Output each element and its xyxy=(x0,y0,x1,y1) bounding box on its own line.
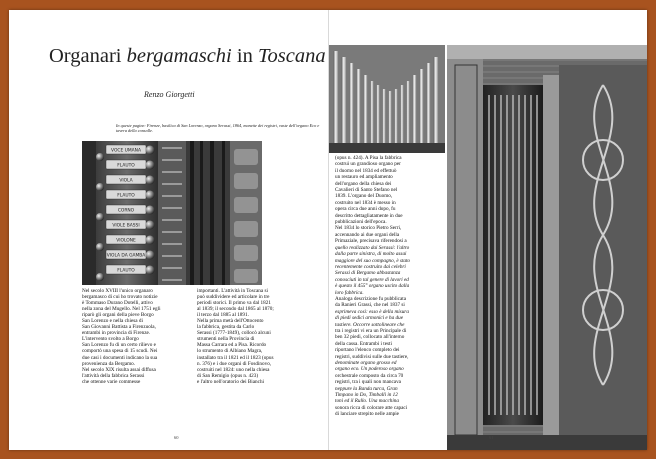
stop-label: CORNO xyxy=(117,208,135,214)
stop-label: VIOLA xyxy=(119,178,133,184)
body-text-col-2: importanti. L'attività in Toscana si può suddividere ed articolare in tre periodi storici. Il primo va dal 1821 al 1839; il secondo dal 1865 al 1870; il terzo dal 1885 al 1891. Nella prima metà dell'Ottocento la fabbrica, gestita da Carlo Serassi (1777-1849), collocò alcuni strumenti nella Provincia di Massa Carrara ed a Pisa. Ricordo lo strumento di Albiano Magra, installato tra il 1821 ed il 1823 (opus n. 376) e i due organi di Fosdinovo, costruiti nel 1824: uno nella chiesa di San Remigio (opus n. 423) e l'altro nell'oratorio dei Bianchi xyxy=(197,288,274,385)
body-text-col-1: Nel secolo XVIII l'unico organaro bergamasco di cui ho trovato notizie è Tommaso Durano Dotelli, attivo nella zona del Mugello. Nel 1751 egli riparò gli organi della pieve Borgo San Lorenzo e nella chiesa di San Giovanni Battista a Firenzuola, entrambi in provincia di Firenze. L'intervento svolto a Borgo San Lorenzo fu di un certo rilievo e comportò una spesa di 15 scudi. Nei due casi i documenti indicano la sua provenienza da Bergamo. Nel secolo XIX risulta assai diffusa l'attività della fabbrica Serassi che ottenne varie commesse xyxy=(82,288,161,385)
organ-pipes-image xyxy=(329,45,445,153)
stop-label: VIOLE BASSI xyxy=(112,223,140,229)
organ-stops-image xyxy=(82,141,262,285)
page-number-right: 61 xyxy=(489,435,494,440)
stop-label: VIOLA DA GAMBA xyxy=(106,253,146,259)
organ-pipes-photo xyxy=(329,45,445,153)
body-text-col-3: (opus n. 424). A Pisa la fabbrica costruì un grandioso organo per il duomo nel 1834 ed effettuò un restauro ed ampliamento dell'organo della chiesa dei Cavalieri di Santo Stefano nel 1839. L'organo del Duomo, costruito nel 1834 è messo in opera circa due anni dopo, fu descritto dettagliatamente in due pubblicazioni dell'epoca. Nel 1834 lo storico Pietro Serri, accennando ai due organi della Primaziale, precisava riferendosi a quello realizzato dai Serassi: l'altro dalla parte sinistra, di molto assai maggiore del suo compagno, è stato recentemente costruito dai celebri Serassi di Bergamo abbastanza conosciuti in tal genere di lavori ed è questo il 455° organo uscito dalla loro fabbrica. Analoga descrizione fu pubblicata da Ranieri Grassi, che nel 1837 si esprimeva così: esso è della misura di piedi sedici armonici e ha due tastiere. Occorre sottolineare che tra i registri vi era un Principale di ben 32 piedi, collocato all'interno della cassa. Entrambi i testi riportano l'elenco completo dei registri, suddivisi sulle due tastiere, denominate organo grosso ed organo eco. Un poderoso organo orchestrale composto da circa 70 registri, tra i quali non mancava neppure la Banda turca, Gran Timpano in Do, Timballi in 12 toni ed il Rullo. Una macchina sonora ricca di colorare atte capaci di lanciare strepito nelle ampie xyxy=(335,155,411,418)
organ-stops-photo xyxy=(82,141,262,285)
stop-label: VOCE UMANA xyxy=(111,148,141,154)
stop-label: FLAUTO xyxy=(117,193,135,199)
stop-label: VIOLONE xyxy=(116,238,136,244)
organ-case-photo xyxy=(447,45,647,450)
stop-label: FLAUTO xyxy=(117,268,135,274)
stop-label: FLAUTO xyxy=(117,163,135,169)
book-spread xyxy=(9,10,647,450)
article-title: Organari bergamaschi in Toscana xyxy=(49,45,326,67)
author-byline: Renzo Giorgetti xyxy=(144,90,195,99)
organ-case-image xyxy=(447,45,647,450)
page-number-left: 60 xyxy=(174,435,179,440)
photo-caption: In queste pagine: Firenze, basilica di San Lorenzo, organo Serassi, 1864, manette dei registri, vaste dell'organo Eco e tavera della consolle. xyxy=(116,123,320,134)
